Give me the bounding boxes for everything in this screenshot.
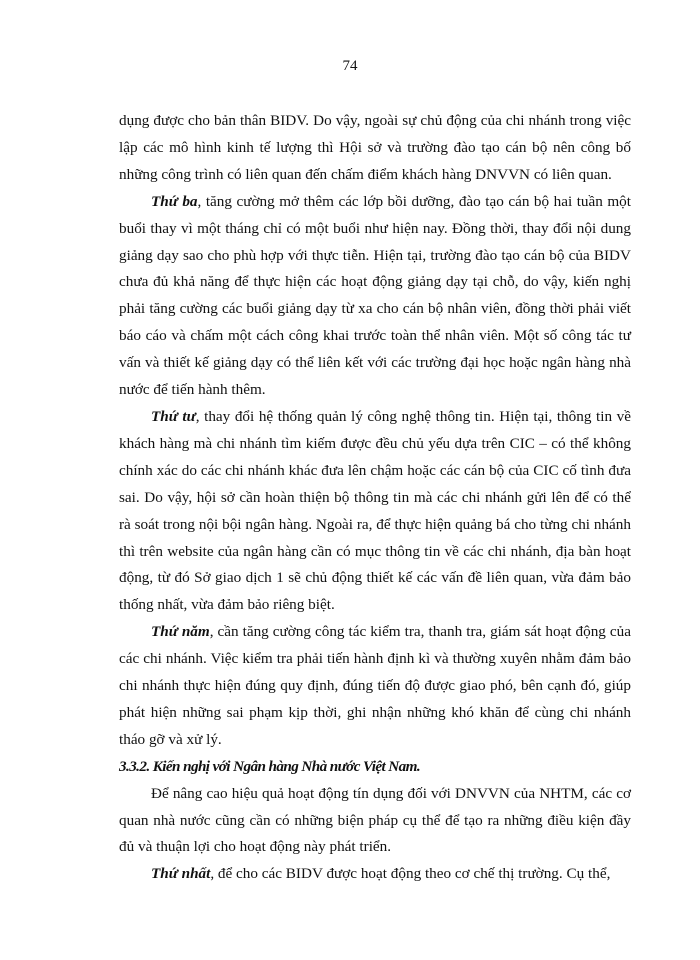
paragraph-text: , cần tăng cường công tác kiểm tra, thanh tra, giám sát hoạt động của các chi nhánh. Việc kiểm tra phải tiến hành định kì và thường xuyên nhằm đảm bảo chi nhánh thực hiện đúng quy định, đúng tiến độ được giao phó, bên cạnh đó, giúp phát hiện những sai phạm kịp thời, ghi nhận những khó khăn để cùng chi nhánh tháo gỡ và xử lý. (119, 623, 631, 748)
paragraph-continuation (119, 108, 631, 189)
page-number: 74 (342, 58, 358, 74)
paragraph-text: , để cho các BIDV được hoạt động theo cơ chế thị trường. Cụ thể, (210, 865, 611, 883)
paragraph-intro (119, 781, 631, 862)
paragraph-lead: Thứ tư (151, 407, 196, 425)
paragraph-lead: Thứ ba (151, 192, 198, 210)
paragraph-thu-nhat (119, 861, 631, 888)
paragraph-thu-ba (119, 189, 631, 404)
paragraph-text: dụng được cho bản thân BIDV. Do vậy, ngoài sự chủ động của chi nhánh trong việc lập các mô hình kinh tế lượng thì Hội sở và trường đào tạo cán bộ nên công bố những công trình có liên quan đến chấm điểm khách hàng DNVVN có liên quan. (119, 112, 631, 183)
section-heading: 3.3.2. Kiến nghị với Ngân hàng Nhà nước Việt Nam. (119, 757, 421, 775)
paragraph-text: Để nâng cao hiệu quả hoạt động tín dụng đối với DNVVN của NHTM, các cơ quan nhà nước cũng cần có những biện pháp cụ thể để tạo ra những điều kiện đầy đủ và thuận lợi cho hoạt động này phát triển. (119, 784, 631, 856)
paragraph-thu-tu (119, 404, 631, 619)
paragraph-text: , tăng cường mở thêm các lớp bồi dưỡng, đào tạo cán bộ hai tuần một buổi thay vì một tháng chỉ có một buổi như hiện nay. Đồng thời, thay đổi nội dung giảng dạy sao cho phù hợp với thực tiễn. Hiện tại, trường đào tạo cán bộ của BIDV chưa đủ khả năng để thực hiện các hoạt động giảng dạy tại chỗ, do vậy, kiến nghị phải tăng cường các buổi giảng dạy từ xa cho cán bộ nhân viên, đồng thời phải viết báo cáo và chấm một cách công khai trước toàn thể nhân viên. Một số công tác tư vấn và thiết kế giảng dạy có thể liên kết với các trường đại học hoặc ngân hàng nhà nước để tiến hành thêm. (119, 192, 631, 399)
paragraph-thu-nam (119, 619, 631, 754)
paragraph-lead: Thứ năm (151, 623, 210, 641)
paragraph-lead: Thứ nhất (151, 865, 211, 883)
body-text (119, 108, 631, 888)
paragraph-text: , thay đổi hệ thống quản lý công nghệ thông tin. Hiện tại, thông tin về khách hàng mà chi nhánh tìm kiếm được đều chủ yếu dựa trên CIC – có thể không chính xác do các chi nhánh khác đưa lên chậm hoặc các cán bộ của CIC cố tình đưa sai. Do vậy, hội sở cần hoàn thiện bộ thông tin mà các chi nhánh gửi lên để có thể rà soát trong nội bội ngân hàng. Ngoài ra, để thực hiện quảng bá cho từng chi nhánh thì trên website của ngân hàng cần có mục thông tin về các chi nhánh, địa bàn hoạt động, từ đó Sở giao dịch 1 sẽ chủ động thiết kế các vấn đề liên quan, vừa đảm bảo thống nhất, vừa đảm bảo riêng biệt. (119, 407, 631, 614)
